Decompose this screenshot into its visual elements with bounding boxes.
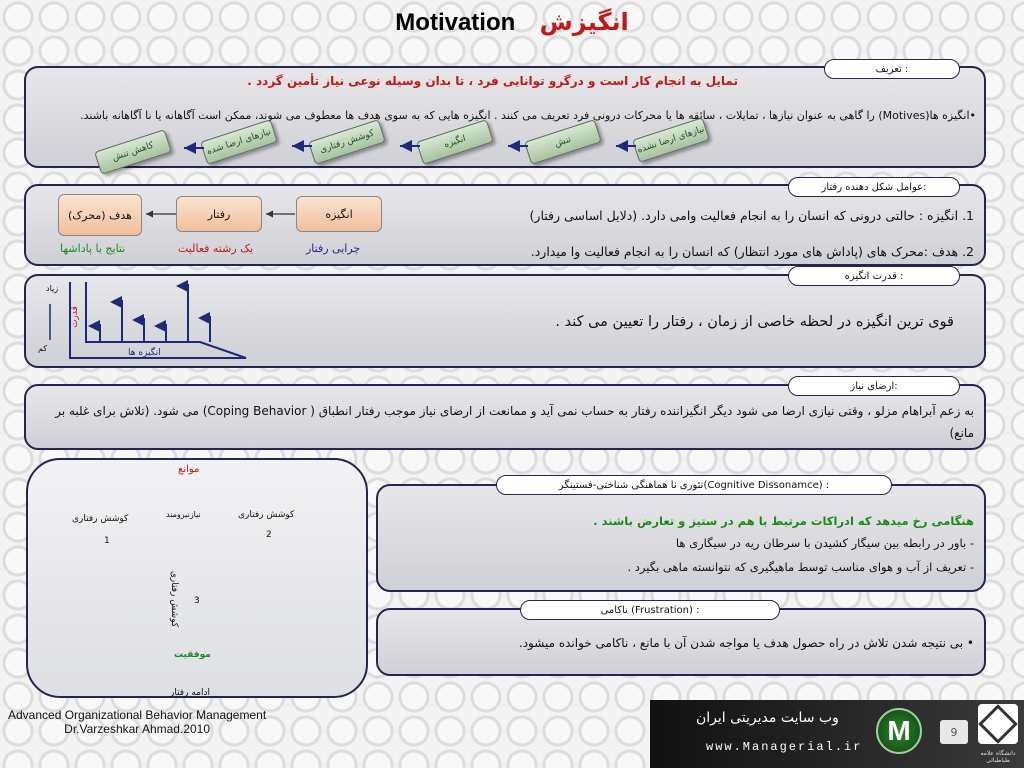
effort1-label: کوشش رفتاری — [72, 514, 129, 524]
chain-step-4: کوشش رفتاری — [308, 119, 386, 165]
university-name: دانشگاه علامه طباطبائی — [980, 750, 1016, 764]
continue-label: ادامه رفتار — [170, 688, 210, 698]
coping-diagram-panel — [26, 458, 368, 698]
goal-caption: نتایج یا پاداشها — [60, 242, 126, 255]
author-name: Dr.Varzeshkar Ahmad.2010 — [64, 722, 211, 736]
satisfaction-tag: ارضای نیاز: — [788, 376, 960, 396]
strength-y-high: زیاد — [46, 284, 59, 293]
strength-y-label: قدرت — [69, 306, 80, 328]
factors-arrows — [140, 204, 300, 224]
need-label: نیازنیرومند — [166, 510, 201, 519]
behavior-caption: یک رشته فعالیت — [178, 242, 254, 255]
success-label: موفقیت — [174, 650, 211, 660]
barriers-label: موانع — [178, 464, 200, 475]
dissonance-line1: - باور در رابطه بین سیگار کشیدن با سرطان ریه در سیگاری ها — [675, 536, 974, 550]
effort-num-3: 3 — [194, 596, 200, 606]
page-number-text: 9 — [950, 725, 958, 739]
site-url[interactable]: www.Managerial.ir — [706, 740, 863, 754]
strength-tag: قدرت انگیزه : — [788, 266, 960, 286]
dissonance-line2: - تعریف از آب و هوای مناسب توسط ماهیگیری که نتوانسته ماهی بگیرد . — [627, 560, 974, 574]
page-number — [940, 720, 968, 744]
definition-headline: تمایل به انجام کار است و درگرو توانایی فرد ، تا بدان وسیله نوعی نیاز تأمین گردد . — [247, 74, 738, 88]
frustration-text: • بی نتیجه شدن تلاش در راه حصول هدف یا مواجه شدن آن با مانع ، ناکامی خوانده میشود. — [518, 636, 974, 650]
course-name: Advanced Organizational Behavior Management — [8, 708, 267, 722]
managerial-logo-icon — [876, 708, 922, 754]
strength-x-label: انگیزه ها — [128, 348, 161, 358]
motive-box: انگیزه — [296, 196, 382, 232]
chain-step-3: انگیزه — [416, 119, 494, 165]
definition-tag: تعریف : — [824, 59, 960, 79]
chain-arrows — [170, 136, 650, 156]
behavior-box: رفتار — [176, 196, 262, 232]
factors-item-2: 2. هدف :محرک های (پاداش های مورد انتظار) که انسان را به انجام فعالیت وا میدارد. — [530, 244, 974, 259]
logo-letter: M — [887, 715, 911, 746]
chain-step-1: نیازهای ارضا نشده — [632, 117, 710, 163]
site-fa: وب سایت مدیریتی ایران — [696, 710, 839, 726]
footer-credit — [8, 708, 266, 736]
title-en: Motivation — [395, 9, 516, 36]
factors-tag: عوامل شکل دهنده رفتار: — [788, 177, 960, 197]
dissonance-tag: تئوری نا هماهنگی شناختی-فستینگر(Cognitive Dissonamce) : — [496, 475, 892, 495]
effort3-label: کوشش رفتاری — [169, 570, 180, 628]
strength-text: قوی ترین انگیزه در لحظه خاصی از زمان ، رفتار را تعیین می کند . — [555, 314, 954, 330]
strength-y-low: کم — [38, 344, 48, 353]
dissonance-panel — [376, 484, 986, 592]
footer-banner — [650, 700, 1024, 768]
dissonance-headline: هنگامی رخ میدهد که ادراکات مرتبط با هم در ستیز و تعارض باشند . — [593, 514, 974, 528]
title-fa: انگیزش — [539, 8, 629, 36]
definition-body: •انگیزه ها(Motives) را گاهی به عنوان نیازها ، تمایلات ، سائقه ها یا محرکات درونی فرد تعریف می کنند . انگیزه هایی که به سوی هدف ها معطوف می شوند، ممکن است آگاهانه یا نا آگاهانه باشند. — [80, 109, 976, 122]
slide-title — [0, 8, 1024, 37]
chain-step-5: نیازهای ارضا شده — [200, 119, 278, 165]
effort2-label: کوشش رفتاری — [238, 510, 295, 520]
satisfaction-text: به زعم آبراهام مزلو ، وقتی نیازی ارضا می شود دیگر انگیزاننده رفتار به حساب نمی آید و ممانعت از ارضای نیاز موجب رفتار انطباق ( Coping Behavior) می شود. (تلاش برای غلبه بر مانع) — [55, 404, 974, 440]
effort-num-2: 2 — [266, 530, 272, 540]
effort-num-1: 1 — [104, 536, 110, 546]
factors-item-1: 1. انگیزه : حالتی درونی که انسان را به انجام فعالیت وامی دارد. (دلایل اساسی رفتار) — [529, 208, 974, 223]
chain-step-2: تنش — [524, 119, 602, 165]
university-logo-icon — [978, 704, 1018, 744]
goal-box: هدف (محرک) — [58, 194, 142, 236]
chain-step-6: کاهش تنش — [94, 129, 172, 175]
frustration-tag: ناکامی (Frustration) : — [520, 600, 780, 620]
motive-caption: چرایی رفتار — [306, 242, 361, 255]
